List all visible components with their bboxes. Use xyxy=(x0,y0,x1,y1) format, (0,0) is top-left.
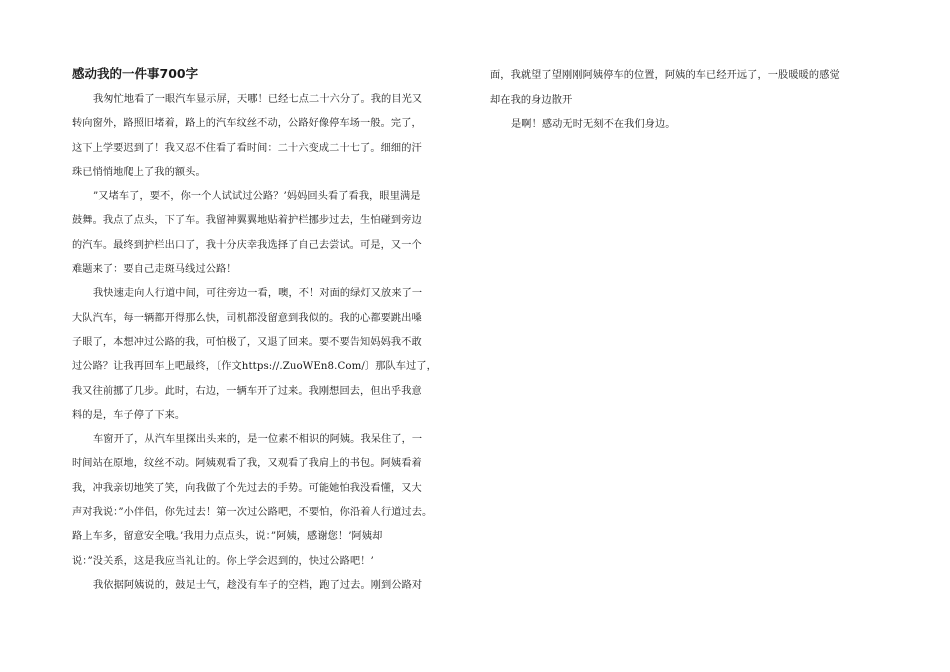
text-line: 大队汽车，每一辆都开得那么快，司机都没留意到我似的。我的心都要跳出嗓 xyxy=(72,312,422,324)
text-line: 过公路？让我再回车上吧最终，〔作文https://.ZuoWEn8.Com/〕那队车过了， xyxy=(72,361,437,373)
text-line: 的汽车。最终到护栏出口了，我十分庆幸我选择了自己去尝试。可是，又一个 xyxy=(72,239,422,251)
text-line: 路上车多，留意安全哦。’我用力点点头，说：”阿姨，感谢您！’阿姨却 xyxy=(72,531,383,543)
text-line: 我匆忙地看了一眼汽车显示屏，天哪！已经七点二十六分了。我的目光又 xyxy=(93,94,423,105)
text-line: 子眼了，本想冲过公路的我，可怕极了，又退了回来。要不要告知妈妈我不敢 xyxy=(72,336,422,348)
text-line: 我快速走向人行道中间，可往旁边一看，噢，不！对面的绿灯又放来了一 xyxy=(93,288,423,300)
left-column xyxy=(72,64,464,598)
right-column xyxy=(490,64,882,138)
text-line: 面，我就望了望刚刚阿姨停车的位置，阿姨的车已经开远了，一股暖暖的感觉 xyxy=(490,70,840,81)
text-line: 是啊！感动无时无刻不在我们身边。 xyxy=(511,119,676,130)
text-line: 难题来了：要自己走斑马线过公路！ xyxy=(72,264,237,276)
right-column-body xyxy=(490,64,882,138)
left-column-body xyxy=(72,88,464,598)
text-line: 时间站在原地，纹丝不动。阿姨观看了我，又观看了我肩上的书包。阿姨看着 xyxy=(72,458,422,470)
text-line: 声对我说：”小伴侣，你先过去！第一次过公路吧，不要怕，你沿着人行道过去。 xyxy=(72,507,433,519)
text-line: 我又往前挪了几步。此时，右边，一辆车开了过来。我刚想回去，但出乎我意 xyxy=(72,385,422,397)
text-line: 鼓舞。我点了点头，下了车。我留神翼翼地贴着护栏挪步过去，生怕碰到旁边 xyxy=(72,215,422,227)
text-line: 我依据阿姨说的，鼓足士气，趁没有车子的空档，跑了过去。刚到公路对 xyxy=(93,579,423,591)
text-line: 却在我的身边散开 xyxy=(490,94,573,106)
text-line: 转向窗外，路照旧堵着，路上的汽车纹丝不动，公路好像停车场一般。完了， xyxy=(72,118,422,130)
text-line: 车窗开了，从汽车里探出头来的，是一位素不相识的阿姨。我呆住了，一 xyxy=(93,434,423,446)
text-line: 我，冲我亲切地笑了笑，向我做了个先过去的手势。可能她怕我没看懂，又大 xyxy=(72,482,422,494)
text-line: 珠已悄悄地爬上了我的额头。 xyxy=(72,166,206,178)
text-line: ”又堵车了，要不，你一个人试试过公路？’妈妈回头看了看我，眼里满是 xyxy=(93,191,421,203)
text-line: 这下上学要迟到了！我又忍不住看了看时间：二十六变成二十七了。细细的汗 xyxy=(72,142,422,154)
text-line: 说：”没关系，这是我应当礼让的。你上学会迟到的，快过公路吧！’ xyxy=(72,555,374,567)
text-line: 料的是，车子停了下来。 xyxy=(72,409,186,421)
article-title: 感动我的一件事700字 xyxy=(72,66,199,81)
